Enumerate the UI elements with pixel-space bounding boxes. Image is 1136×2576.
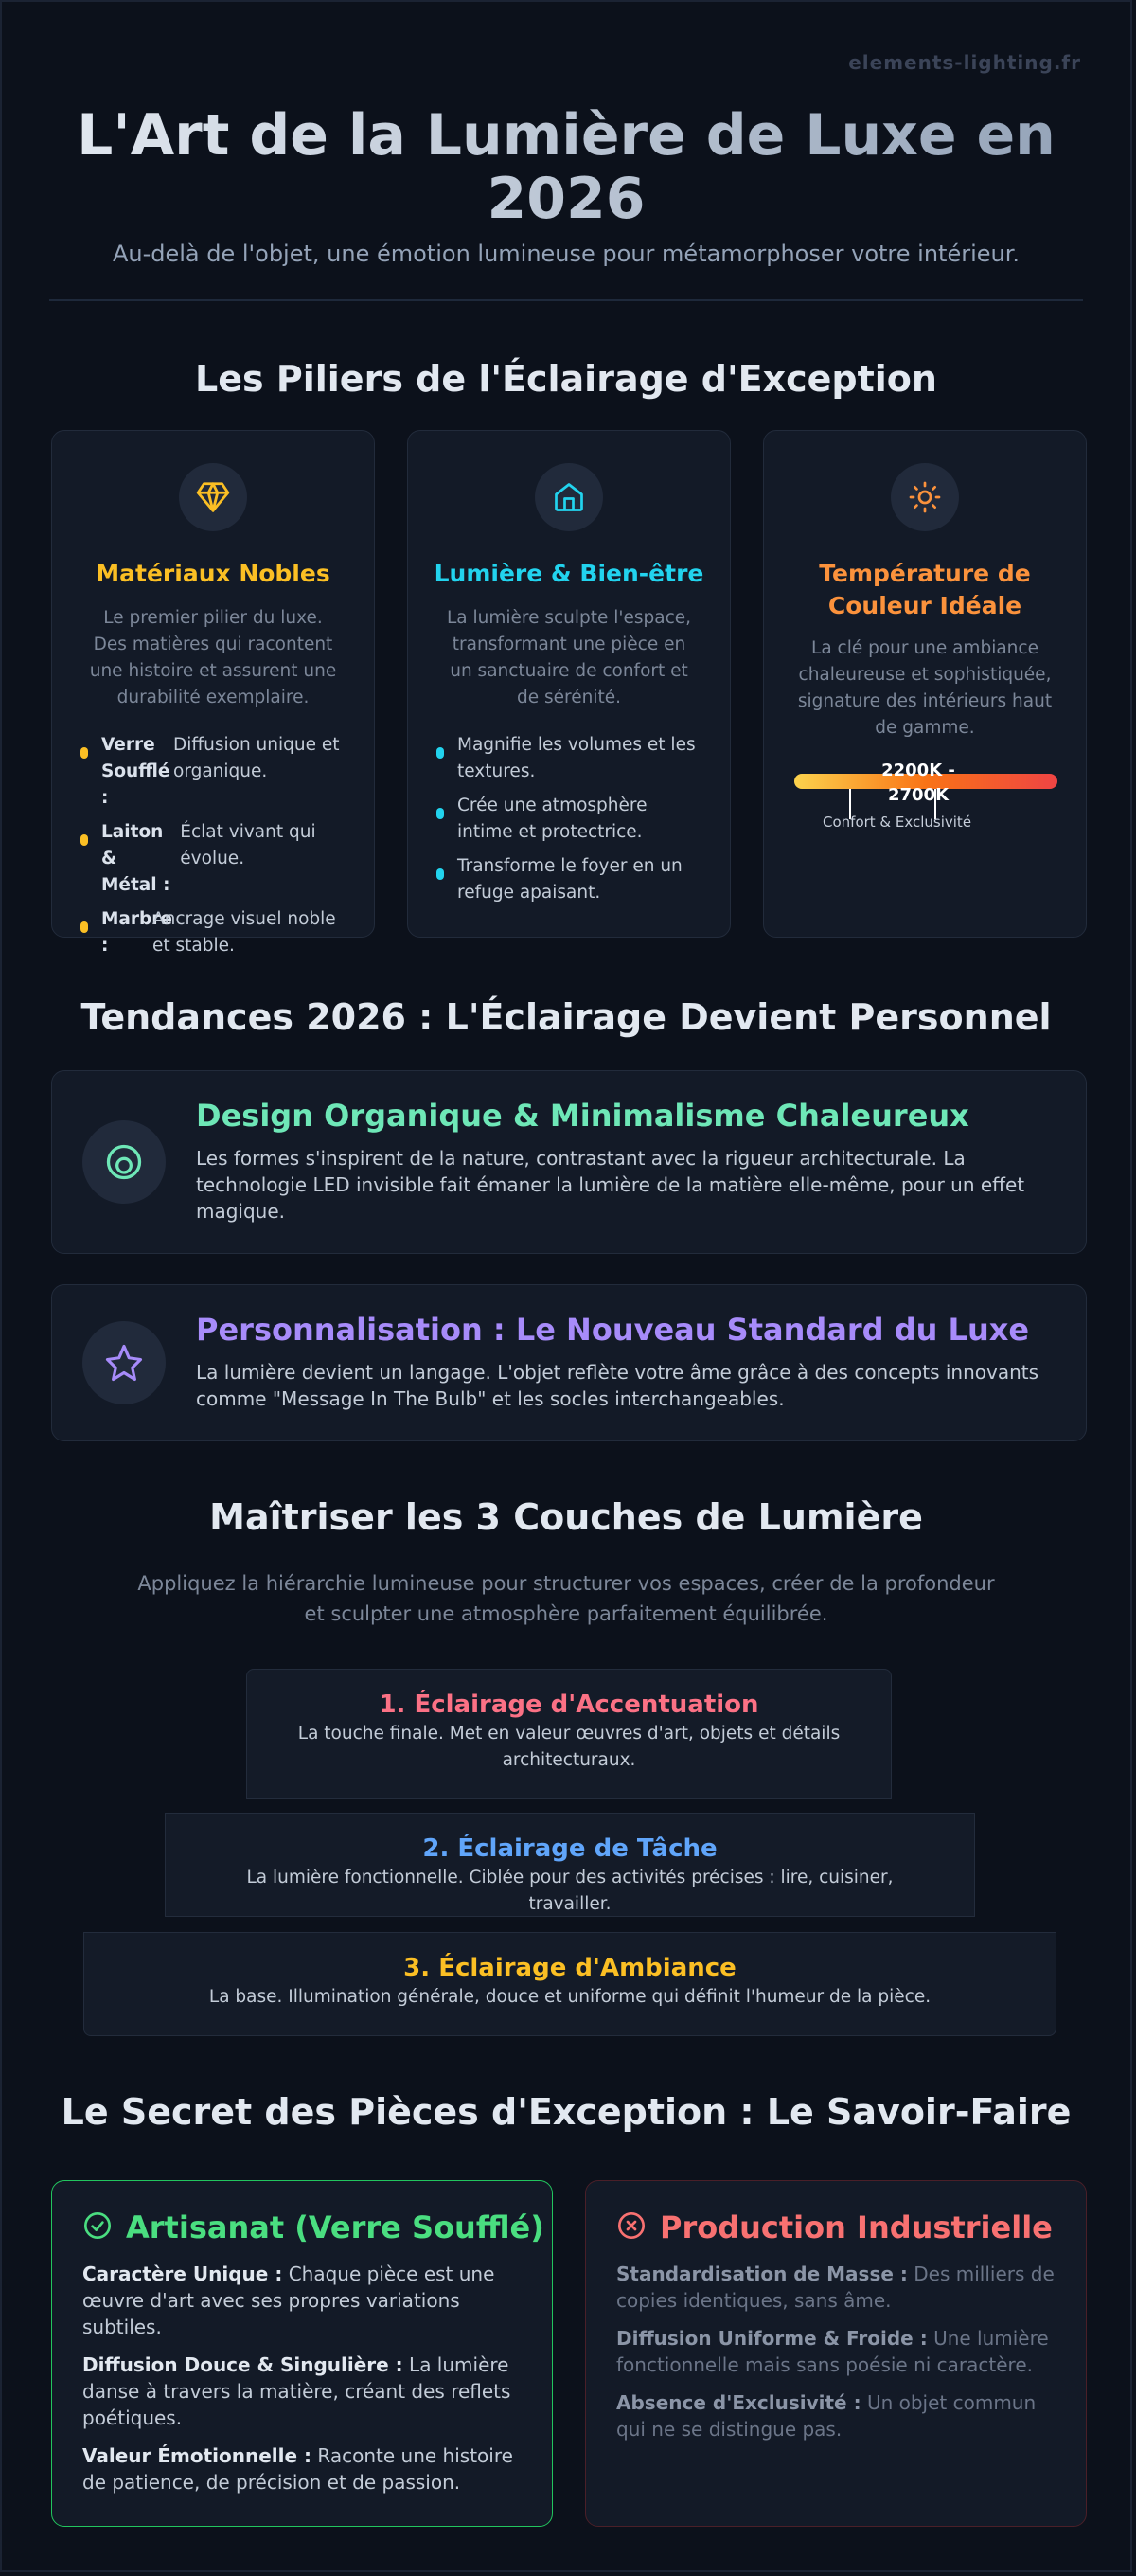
- bullet-dot: [436, 808, 444, 819]
- item-key: Caractère Unique :: [82, 2263, 283, 2285]
- craft-card-title: Production Industrielle: [660, 2209, 1053, 2245]
- pillars-section-title: Les Piliers de l'Éclairage d'Exception: [195, 358, 937, 400]
- trend-description: La lumière devient un langage. L'objet reflète votre âme grâce à des concepts innovants comme "Message In The Bulb" et les socles interchangeables.: [196, 1361, 1039, 1410]
- list-item: [80, 732, 346, 812]
- item-key: Valeur Émotionnelle :: [82, 2444, 312, 2467]
- layers-intro: Appliquez la hiérarchie lumineuse pour structurer vos espaces, créer de la profondeur et sculpter une atmosphère parfaitement équilibrée.: [137, 1572, 995, 1625]
- craft-card-artisanal: [51, 2180, 553, 2527]
- layers-section-title: Maîtriser les 3 Couches de Lumière: [209, 1496, 923, 1538]
- pillar-title: Matériaux Nobles: [96, 560, 330, 587]
- list-item: [436, 793, 707, 846]
- trend-title: Personnalisation : Le Nouveau Standard du Luxe: [196, 1312, 1030, 1348]
- layer-description: La base. Illumination générale, douce et uniforme qui définit l'humeur de la pièce.: [208, 1987, 932, 2007]
- item-key: Diffusion Uniforme & Froide :: [616, 2327, 928, 2350]
- list-item: [436, 853, 707, 906]
- item-text: Un objet commun qui ne se distingue pas.: [616, 2391, 1037, 2441]
- pillar-title: Lumière & Bien-être: [434, 560, 704, 587]
- bullet-text: Diffusion unique et organique.: [173, 735, 340, 781]
- item-text: Chaque pièce est une œuvre d'art avec ses propres variations subtiles.: [82, 2263, 495, 2338]
- bullet-text: Transforme le foyer en un refuge apaisant.: [457, 856, 683, 903]
- pillar-description: La lumière sculpte l'espace, transformant une pièce en un sanctuaire de confort et de sérénité.: [446, 608, 692, 707]
- sun-icon: [891, 463, 959, 531]
- pillar-title: Température de Couleur Idéale: [819, 560, 1031, 619]
- pillar-card-materials: [51, 430, 375, 956]
- bullet-key: Verre Soufflé :: [101, 735, 170, 808]
- organic-circle-icon: [82, 1120, 166, 1204]
- craft-card-title: Artisanat (Verre Soufflé): [126, 2209, 544, 2245]
- bullet-text: Crée une atmosphère intime et protectrice.: [457, 796, 648, 842]
- layer-title: 2. Éclairage de Tâche: [422, 1834, 718, 1863]
- layer-title: 3. Éclairage d'Ambiance: [403, 1954, 737, 1982]
- craft-card-industrial: [585, 2180, 1087, 2527]
- bullet-text: Magnifie les volumes et les textures.: [457, 735, 696, 781]
- list-item: [82, 2352, 524, 2431]
- check-circle-icon: [82, 2210, 113, 2245]
- list-item: [436, 732, 707, 785]
- pillar-description: Le premier pilier du luxe. Des matières qui racontent une histoire et assurent une durabilité exemplaire.: [89, 608, 337, 707]
- trend-description: Les formes s'inspirent de la nature, contrastant avec la rigueur architecturale. La technologie LED invisible fait émaner la lumière de la matière elle-même, pour un effet magique.: [196, 1147, 1025, 1223]
- x-circle-icon: [616, 2210, 647, 2245]
- item-key: Standardisation de Masse :: [616, 2263, 908, 2285]
- home-icon: [535, 463, 603, 531]
- list-item: [80, 906, 346, 959]
- craft-item-list: [616, 2261, 1057, 2454]
- list-item: [80, 819, 346, 899]
- pillar-bullet-list: [436, 732, 707, 914]
- pillar-card-color-temperature: [763, 430, 1087, 938]
- list-item: [616, 2389, 1057, 2442]
- site-domain: elements-lighting.fr: [848, 51, 1081, 74]
- diamond-icon: [179, 463, 247, 531]
- list-item: [82, 2261, 524, 2340]
- bullet-text: Ancrage visuel noble et stable.: [152, 909, 336, 956]
- bullet-dot: [80, 921, 88, 933]
- page-title: L'Art de la Lumière de Luxe en 2026: [49, 104, 1083, 231]
- pillar-bullet-list: [80, 732, 346, 967]
- page-subtitle: Au-delà de l'objet, une émotion lumineuse pour métamorphoser votre intérieur.: [112, 241, 1021, 267]
- bullet-dot: [436, 747, 444, 759]
- header-divider: [49, 299, 1083, 301]
- craft-card-header: [616, 2209, 1053, 2245]
- craft-item-list: [82, 2261, 524, 2507]
- pillar-card-wellbeing: [407, 430, 731, 938]
- layer-task: [165, 1813, 975, 1917]
- item-text: Une lumière fonctionnelle mais sans poésie ni caractère.: [616, 2327, 1049, 2376]
- bullet-text: Éclat vivant qui évolue.: [180, 822, 316, 868]
- temp-range-label: 2200K - 2700K: [881, 760, 955, 805]
- layer-description: La touche finale. Met en valeur œuvres d'art, objets et détails architecturaux.: [297, 1724, 841, 1770]
- item-text: Des milliers de copies identiques, sans âme.: [616, 2263, 1055, 2312]
- trends-section-title: Tendances 2026 : L'Éclairage Devient Personnel: [80, 996, 1052, 1038]
- temp-range-caption: Confort & Exclusivité: [823, 814, 972, 831]
- item-key: Diffusion Douce & Singulière :: [82, 2353, 403, 2376]
- list-item: [82, 2442, 524, 2496]
- layer-accent: [246, 1669, 892, 1799]
- layer-description: La lumière fonctionnelle. Ciblée pour des activités précises : lire, cuisiner, travailler.: [246, 1868, 894, 1914]
- pillar-description: La clé pour une ambiance chaleureuse et sophistiquée, signature des intérieurs haut de gamme.: [797, 638, 1053, 738]
- craft-section-title: Le Secret des Pièces d'Exception : Le Savoir-Faire: [61, 2091, 1072, 2133]
- layer-ambient: [83, 1932, 1056, 2036]
- star-icon: [82, 1321, 166, 1404]
- bullet-dot: [436, 868, 444, 880]
- bullet-key: Marbre :: [101, 909, 172, 956]
- craft-card-header: [82, 2209, 544, 2245]
- trend-card-organic: [51, 1070, 1087, 1254]
- bullet-dot: [80, 747, 88, 759]
- item-key: Absence d'Exclusivité :: [616, 2391, 861, 2414]
- list-item: [616, 2325, 1057, 2378]
- trend-card-personalization: [51, 1284, 1087, 1441]
- bullet-dot: [80, 834, 88, 846]
- bullet-key: Laiton & Métal :: [101, 822, 170, 895]
- layer-title: 1. Éclairage d'Accentuation: [379, 1690, 759, 1719]
- item-text: La lumière danse à travers la matière, créant des reflets poétiques.: [82, 2353, 511, 2429]
- trend-title: Design Organique & Minimalisme Chaleureux: [196, 1098, 969, 1134]
- list-item: [616, 2261, 1057, 2314]
- item-text: Raconte une histoire de patience, de précision et de passion.: [82, 2444, 513, 2494]
